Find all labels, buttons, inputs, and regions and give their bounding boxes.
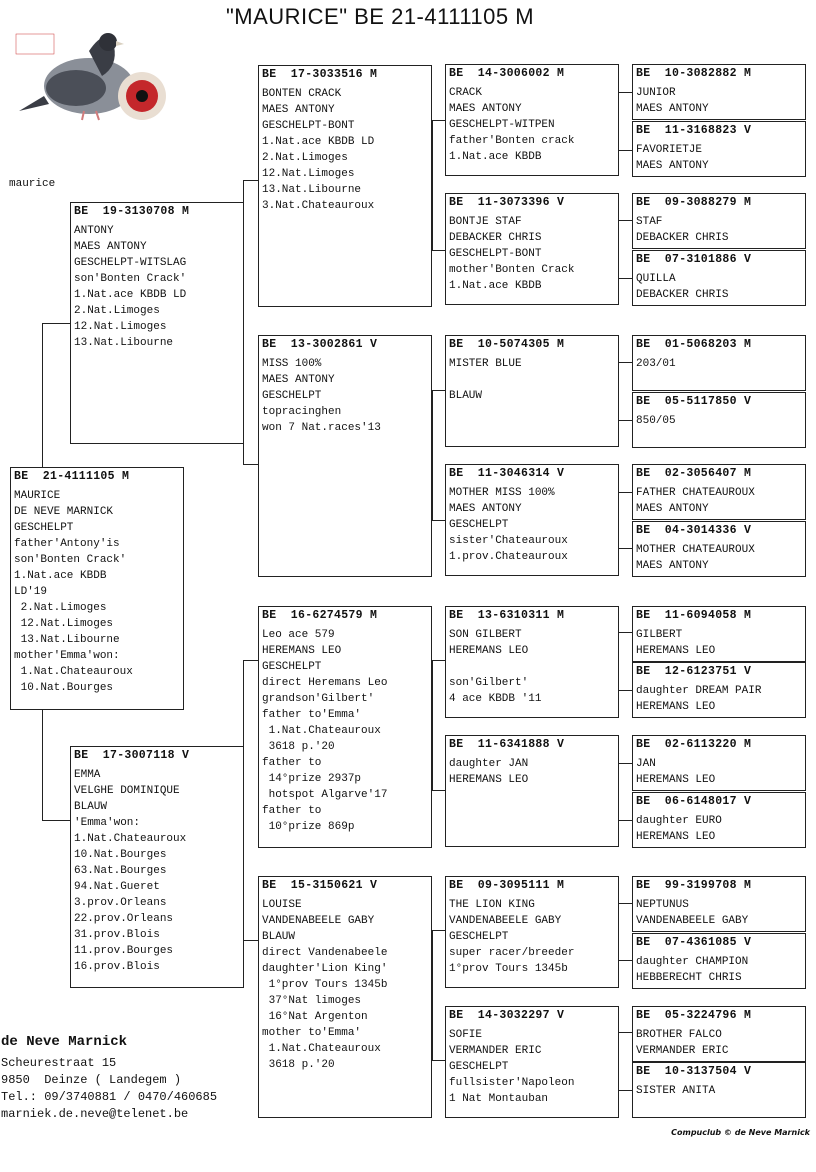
card-line: SISTER ANITA <box>636 1085 716 1097</box>
card-line: 94.Nat.Gueret <box>74 881 160 893</box>
card-line: GESCHELPT <box>262 390 322 402</box>
card-line: HEREMANS LEO <box>636 831 716 843</box>
card-line: GESCHELPT <box>449 519 509 531</box>
ring-number: BE 15-3150621 V <box>262 879 378 892</box>
great-grandparent-card <box>445 1006 619 1118</box>
card-line: HEREMANS LEO <box>636 645 716 657</box>
card-line: won 7 Nat.races'13 <box>262 422 381 434</box>
card-line: 1.Nat.Chateauroux <box>262 725 381 737</box>
ancestor-card <box>632 606 806 662</box>
card-line: 1.Nat.Chateauroux <box>262 1043 381 1055</box>
card-line: VANDENABEELE GABY <box>262 915 375 927</box>
ring-number: BE 05-5117850 V <box>636 395 752 408</box>
grandparent-card <box>258 65 432 307</box>
card-line: 63.Nat.Bourges <box>74 865 167 877</box>
card-line: 11.prov.Bourges <box>74 945 174 957</box>
card-line: daughter DREAM PAIR <box>636 685 762 697</box>
card-line: 1.Nat.ace KBDB <box>14 570 107 582</box>
card-line: DEBACKER CHRIS <box>636 289 729 301</box>
card-line: SOFIE <box>449 1029 483 1041</box>
card-line: FAVORIETJE <box>636 144 703 156</box>
card-line: MISTER BLUE <box>449 358 522 370</box>
owner-contact <box>1 1034 217 1123</box>
card-line: 16.prov.Blois <box>74 961 160 973</box>
card-line: HEREMANS LEO <box>449 774 529 786</box>
card-line: NEPTUNUS <box>636 899 689 911</box>
card-line: 3618 p.'20 <box>262 741 335 753</box>
ancestor-card <box>632 1062 806 1118</box>
card-line: BLAUW <box>262 931 296 943</box>
card-line: fullsister'Napoleon <box>449 1077 575 1089</box>
ring-number: BE 11-6341888 V <box>449 738 565 751</box>
pigeon-card <box>10 467 184 710</box>
card-line: GESCHELPT <box>449 931 509 943</box>
card-line: father to <box>262 805 322 817</box>
great-grandparent-card <box>445 335 619 447</box>
card-line: BROTHER FALCO <box>636 1029 722 1041</box>
card-line: EMMA <box>74 769 101 781</box>
card-line: SON GILBERT <box>449 629 522 641</box>
card-line: LOUISE <box>262 899 302 911</box>
card-line: 12.Nat.Limoges <box>14 618 114 630</box>
card-line: mother'Emma'won: <box>14 650 120 662</box>
card-line: 1°prov Tours 1345b <box>262 979 388 991</box>
card-line: 850/05 <box>636 415 676 427</box>
page-title: "MAURICE" BE 21-4111105 M <box>225 4 535 29</box>
card-line: HEREMANS LEO <box>262 645 342 657</box>
grandparent-card <box>258 335 432 577</box>
card-line: 13.Nat.Libourne <box>262 184 362 196</box>
card-line: 1.Nat.ace KBDB <box>449 280 542 292</box>
ring-number: BE 11-3046314 V <box>449 467 565 480</box>
card-line: 1.Nat.ace KBDB LD <box>262 136 375 148</box>
ancestor-card <box>632 1006 806 1062</box>
card-line: GESCHELPT-BONT <box>449 248 542 260</box>
card-line: 203/01 <box>636 358 676 370</box>
ring-number: BE 11-6094058 M <box>636 609 752 622</box>
card-line: MAES ANTONY <box>449 503 522 515</box>
ring-number: BE 10-3082882 M <box>636 67 752 80</box>
card-line: MAES ANTONY <box>636 103 709 115</box>
ancestor-card <box>632 464 806 520</box>
card-line: 10°prize 869p <box>262 821 355 833</box>
card-line: CRACK <box>449 87 483 99</box>
ring-number: BE 17-3033516 M <box>262 68 378 81</box>
card-line: MAES ANTONY <box>449 103 522 115</box>
card-line: LD'19 <box>14 586 48 598</box>
card-line: THE LION KING <box>449 899 535 911</box>
great-grandparent-card <box>445 193 619 305</box>
card-line: HEREMANS LEO <box>636 701 716 713</box>
card-line: father to <box>262 757 322 769</box>
card-line: MAES ANTONY <box>262 104 335 116</box>
card-line: 3.Nat.Chateauroux <box>262 200 375 212</box>
ancestor-card <box>632 64 806 120</box>
card-line: MISS 100% <box>262 358 322 370</box>
ring-number: BE 13-3002861 V <box>262 338 378 351</box>
card-line: direct Vandenabeele <box>262 947 388 959</box>
card-line: son'Bonten Crack' <box>14 554 127 566</box>
ring-number: BE 14-3006002 M <box>449 67 565 80</box>
card-line: HEREMANS LEO <box>449 645 529 657</box>
ring-number: BE 02-3056407 M <box>636 467 752 480</box>
card-line: daughter CHAMPION <box>636 956 749 968</box>
ring-number: BE 09-3088279 M <box>636 196 752 209</box>
card-line: 10.Nat.Bourges <box>14 682 114 694</box>
card-line: 22.prov.Orleans <box>74 913 174 925</box>
ring-number: BE 16-6274579 M <box>262 609 378 622</box>
card-line: sister'Chateauroux <box>449 535 568 547</box>
card-line: grandson'Gilbert' <box>262 693 375 705</box>
card-line: GESCHELPT-BONT <box>262 120 355 132</box>
card-line: 10.Nat.Bourges <box>74 849 167 861</box>
ring-number: BE 19-3130708 M <box>74 205 190 218</box>
father-card <box>70 202 244 444</box>
card-line <box>449 659 615 675</box>
card-line: 4 ace KBDB '11 <box>449 693 542 705</box>
card-line: 2.Nat.Limoges <box>262 152 348 164</box>
card-line: topracinghen <box>262 406 342 418</box>
card-line: HEBBERECHT CHRIS <box>636 972 742 984</box>
ancestor-card <box>632 876 806 932</box>
ring-number: BE 06-6148017 V <box>636 795 752 808</box>
card-line: father to'Emma' <box>262 709 362 721</box>
ancestor-card <box>632 521 806 577</box>
card-line: daughter'Lion King' <box>262 963 388 975</box>
ring-number: BE 01-5068203 M <box>636 338 752 351</box>
card-line <box>449 372 615 388</box>
card-line: 13.Nat.Libourne <box>74 337 174 349</box>
ring-number: BE 13-6310311 M <box>449 609 565 622</box>
ring-number: BE 11-3073396 V <box>449 196 565 209</box>
card-line: 16°Nat Argenton <box>262 1011 368 1023</box>
ring-number: BE 21-4111105 M <box>14 470 130 483</box>
card-line: VERMANDER ERIC <box>449 1045 542 1057</box>
card-line: GESCHELPT <box>449 1061 509 1073</box>
card-line: FATHER CHATEAUROUX <box>636 487 755 499</box>
card-line: mother to'Emma' <box>262 1027 362 1039</box>
ancestor-card <box>632 792 806 848</box>
card-line: GESCHELPT <box>262 661 322 673</box>
card-line: BLAUW <box>74 801 108 813</box>
ring-number: BE 07-4361085 V <box>636 936 752 949</box>
ancestor-card <box>632 392 806 448</box>
card-line: son'Bonten Crack' <box>74 273 187 285</box>
card-line: DEBACKER CHRIS <box>449 232 542 244</box>
pigeon-name-label: maurice <box>9 178 56 190</box>
mother-card <box>70 746 244 988</box>
ancestor-card <box>632 933 806 989</box>
card-line: 3.prov.Orleans <box>74 897 167 909</box>
owner-name: de Neve Marnick <box>1 1034 128 1050</box>
card-line: BONTEN CRACK <box>262 88 342 100</box>
owner-email[interactable]: marniek.de.neve@telenet.be <box>1 1107 189 1121</box>
card-line: MOTHER MISS 100% <box>449 487 555 499</box>
ring-number: BE 14-3032297 V <box>449 1009 565 1022</box>
owner-phone: Tel.: 09/3740881 / 0470/460685 <box>1 1090 218 1104</box>
card-line: QUILLA <box>636 273 676 285</box>
card-line: VELGHE DOMINIQUE <box>74 785 180 797</box>
card-line: 3618 p.'20 <box>262 1059 335 1071</box>
card-line: 2.Nat.Limoges <box>74 305 160 317</box>
card-line: MAES ANTONY <box>636 160 709 172</box>
owner-street: Scheurestraat 15 <box>1 1056 117 1070</box>
grandparent-card <box>258 876 432 1118</box>
card-line: JUNIOR <box>636 87 676 99</box>
ring-number: BE 11-3168823 V <box>636 124 752 137</box>
card-line: 1°prov Tours 1345b <box>449 963 568 975</box>
ancestor-card <box>632 250 806 306</box>
card-line: MAES ANTONY <box>262 374 335 386</box>
card-line: MOTHER CHATEAUROUX <box>636 544 755 556</box>
card-line: GILBERT <box>636 629 683 641</box>
card-line: super racer/breeder <box>449 947 575 959</box>
card-line: 2.Nat.Limoges <box>14 602 107 614</box>
card-line: MAES ANTONY <box>74 241 147 253</box>
pigeon-logo-image <box>14 16 174 126</box>
card-line: Leo ace 579 <box>262 629 335 641</box>
card-line: daughter JAN <box>449 758 529 770</box>
great-grandparent-card <box>445 464 619 576</box>
card-line: 12.Nat.Limoges <box>74 321 167 333</box>
card-line: 13.Nat.Libourne <box>14 634 120 646</box>
ring-number: BE 02-6113220 M <box>636 738 752 751</box>
great-grandparent-card <box>445 735 619 847</box>
card-line: mother'Bonten Crack <box>449 264 575 276</box>
card-line: BONTJE STAF <box>449 216 522 228</box>
card-line: direct Heremans Leo <box>262 677 388 689</box>
card-line: VANDENABEELE GABY <box>636 915 749 927</box>
card-line: ANTONY <box>74 225 114 237</box>
ring-number: BE 10-3137504 V <box>636 1065 752 1078</box>
card-line: 1.prov.Chateauroux <box>449 551 568 563</box>
great-grandparent-card <box>445 64 619 176</box>
card-line: 1 Nat Montauban <box>449 1093 549 1105</box>
ring-number: BE 04-3014336 V <box>636 524 752 537</box>
great-grandparent-card <box>445 876 619 988</box>
card-line: GESCHELPT-WITSLAG <box>74 257 187 269</box>
card-line: father'Bonten crack <box>449 135 575 147</box>
grandparent-card <box>258 606 432 848</box>
card-line: HEREMANS LEO <box>636 774 716 786</box>
ancestor-card <box>632 662 806 718</box>
card-line: 14°prize 2937p <box>262 773 362 785</box>
card-line: JAN <box>636 758 656 770</box>
card-line: VANDENABEELE GABY <box>449 915 562 927</box>
ring-number: BE 09-3095111 M <box>449 879 565 892</box>
card-line: VERMANDER ERIC <box>636 1045 729 1057</box>
ring-number: BE 99-3199708 M <box>636 879 752 892</box>
card-line: hotspot Algarve'17 <box>262 789 388 801</box>
ring-number: BE 10-5074305 M <box>449 338 565 351</box>
card-line: father'Antony'is <box>14 538 120 550</box>
ring-number: BE 17-3007118 V <box>74 749 190 762</box>
card-line: son'Gilbert' <box>449 677 529 689</box>
card-line: GESCHELPT <box>14 522 74 534</box>
ring-number: BE 05-3224796 M <box>636 1009 752 1022</box>
card-line: daughter EURO <box>636 815 722 827</box>
ancestor-card <box>632 735 806 791</box>
footer-copyright: Compuclub © de Neve Marnick <box>671 1128 810 1137</box>
card-line: MAES ANTONY <box>636 560 709 572</box>
ancestor-card <box>632 335 806 391</box>
ring-number: BE 07-3101886 V <box>636 253 752 266</box>
card-line: MAURICE <box>14 490 61 502</box>
card-line: 31.prov.Blois <box>74 929 160 941</box>
owner-city: 9850 Deinze ( Landegem ) <box>1 1073 182 1087</box>
card-line: GESCHELPT-WITPEN <box>449 119 555 131</box>
card-line: DEBACKER CHRIS <box>636 232 729 244</box>
ring-number: BE 12-6123751 V <box>636 665 752 678</box>
card-line: MAES ANTONY <box>636 503 709 515</box>
card-line: 12.Nat.Limoges <box>262 168 355 180</box>
ancestor-card <box>632 121 806 177</box>
great-grandparent-card <box>445 606 619 718</box>
card-line: STAF <box>636 216 663 228</box>
card-line: 1.Nat.Chateauroux <box>14 666 133 678</box>
card-line: 1.Nat.ace KBDB LD <box>74 289 187 301</box>
card-line: 37°Nat limoges <box>262 995 362 1007</box>
card-line: 'Emma'won: <box>74 817 141 829</box>
card-line: 1.Nat.Chateauroux <box>74 833 187 845</box>
ancestor-card <box>632 193 806 249</box>
card-line: 1.Nat.ace KBDB <box>449 151 542 163</box>
card-line: DE NEVE MARNICK <box>14 506 114 518</box>
card-line: BLAUW <box>449 390 483 402</box>
